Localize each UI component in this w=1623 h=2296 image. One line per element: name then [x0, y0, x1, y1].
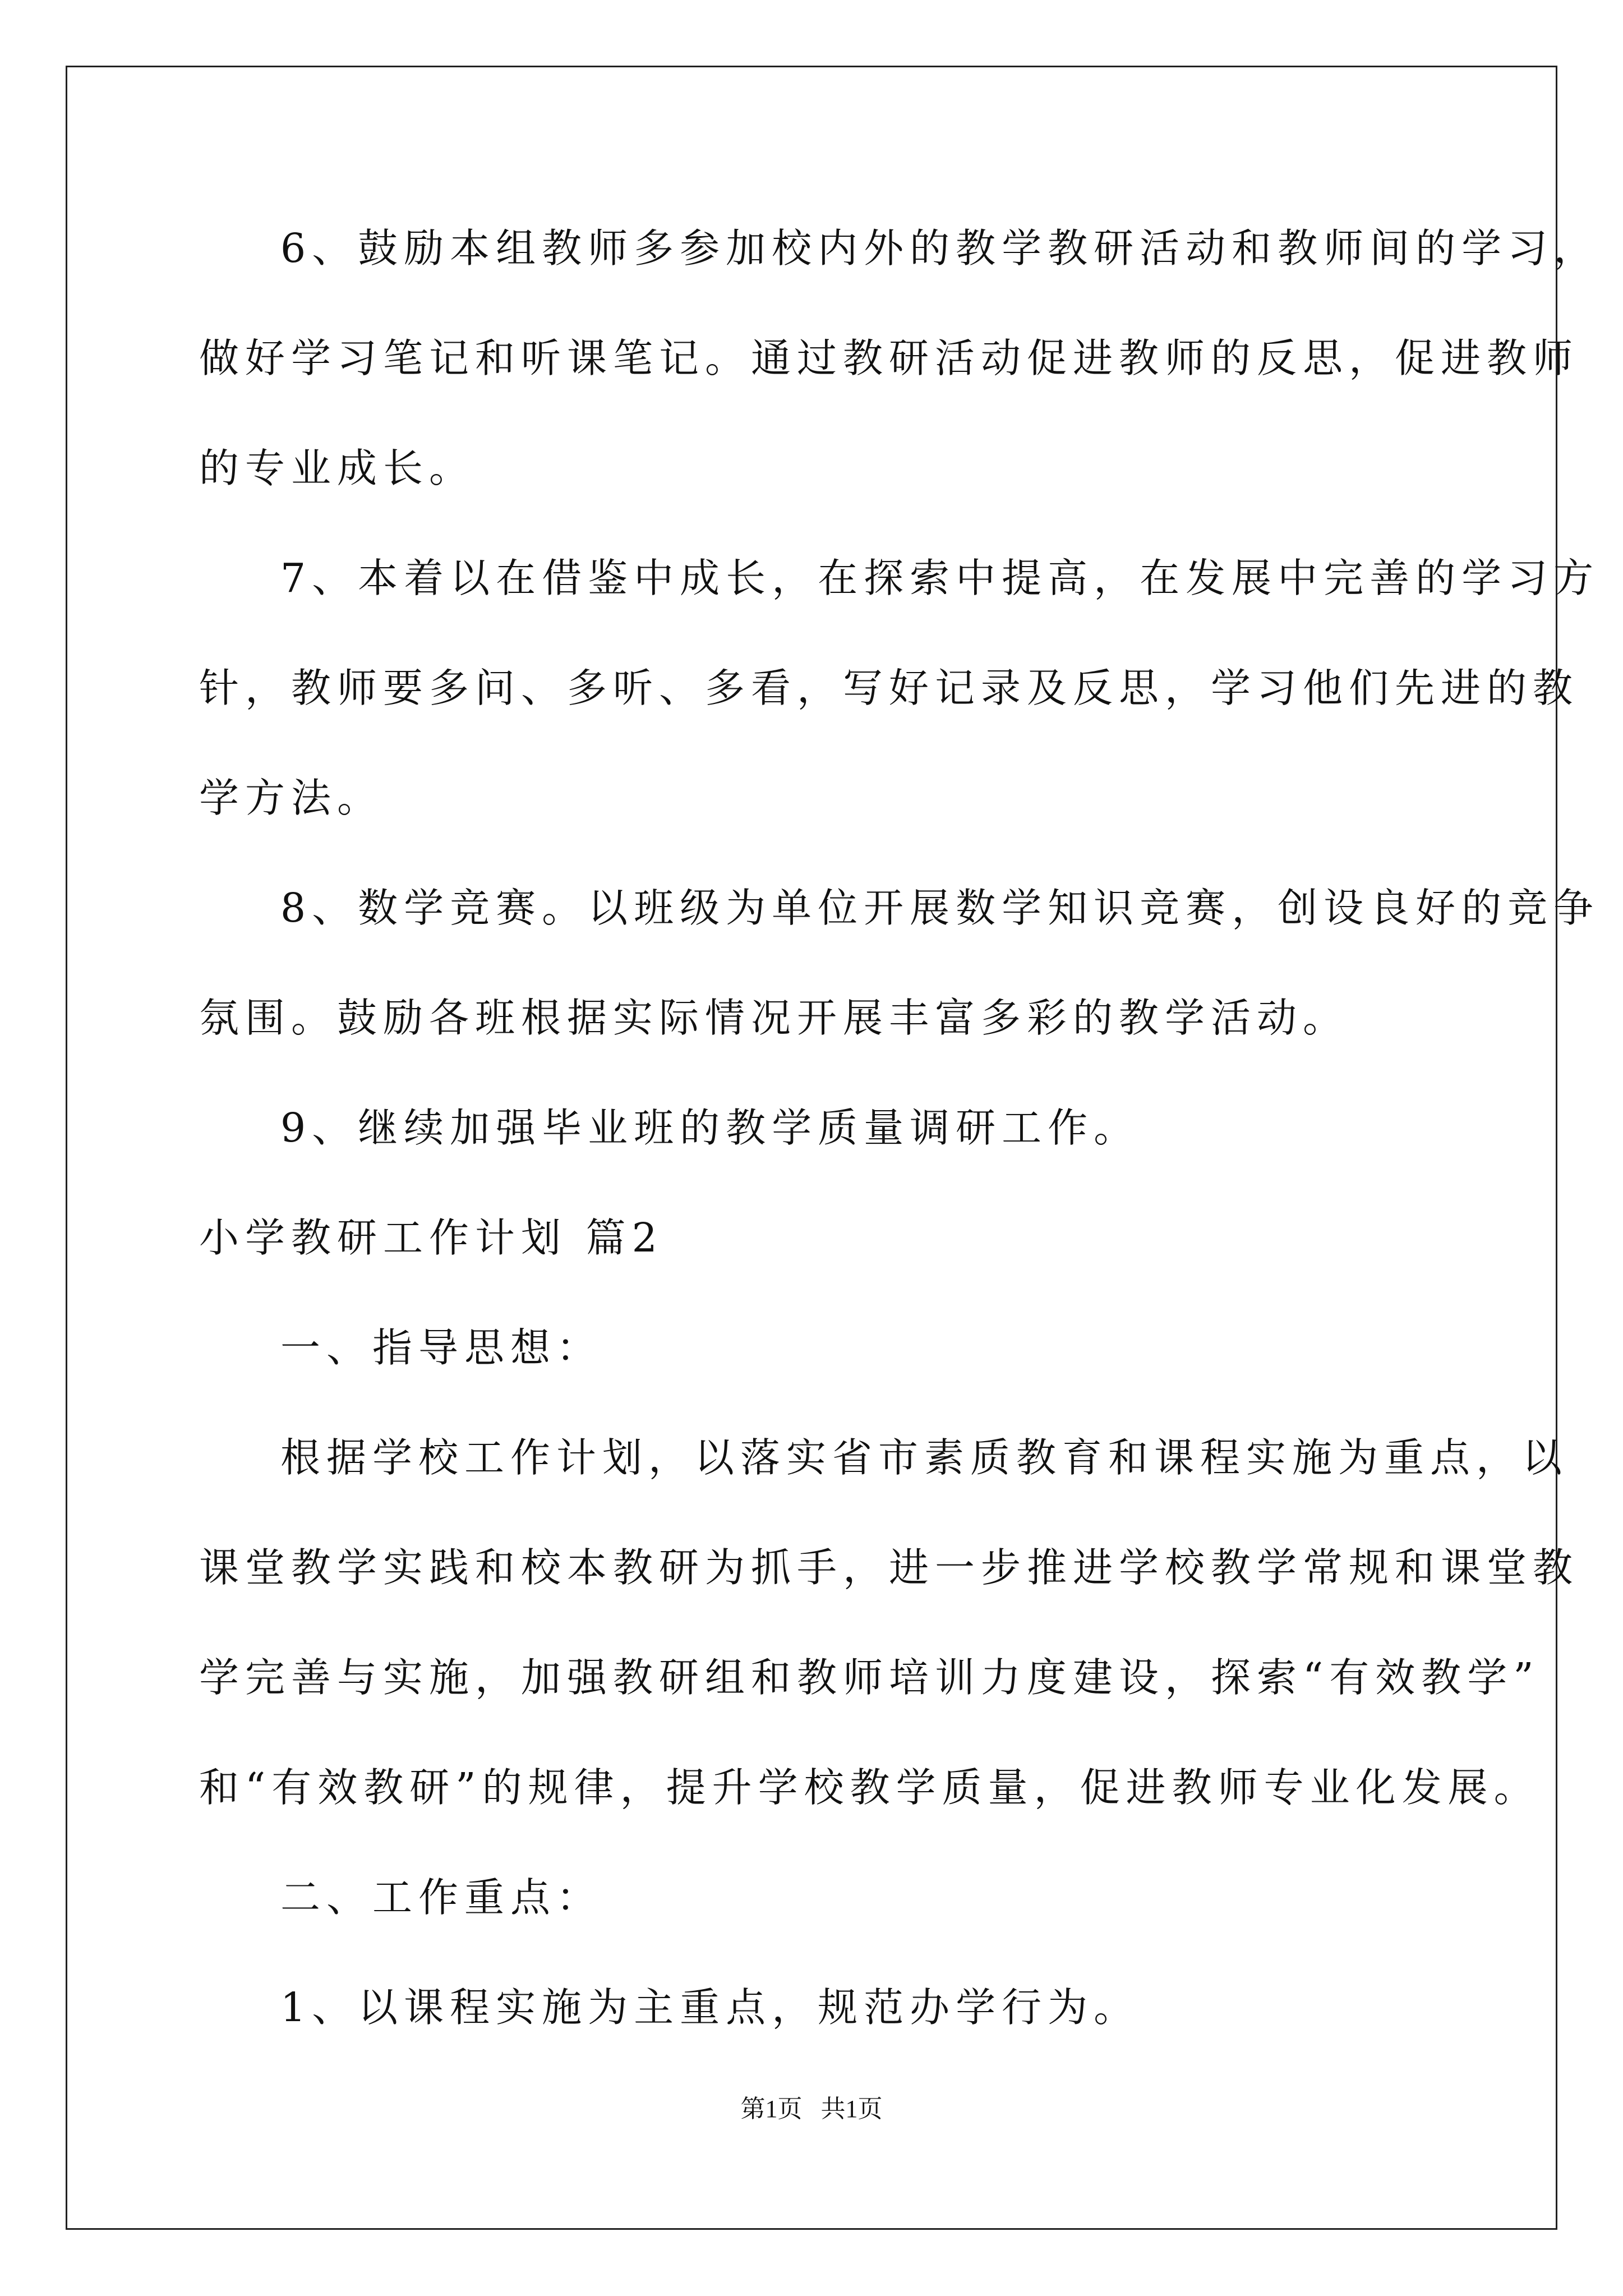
- paragraph-7-line-1: 7、本着以在借鉴中成长，在探索中提高，在发展中完善的学习方: [280, 555, 1600, 601]
- guiding-paragraph-line-4: 和“有效教研”的规律，提升学校教学质量，促进教师专业化发展。: [199, 1764, 1540, 1811]
- paragraph-7-line-3: 学方法。: [199, 775, 384, 821]
- paragraph-7-line-2: 针，教师要多问、多听、多看，写好记录及反思，学习他们先进的教: [199, 665, 1579, 711]
- heading-guiding-ideology: 一、指导思想：: [280, 1324, 603, 1371]
- paragraph-6-line-3: 的专业成长。: [199, 445, 476, 491]
- work-focus-item-1: 1、以课程实施为主重点，规范办学行为。: [280, 1984, 1140, 2031]
- guiding-paragraph-line-3: 学完善与实施，加强教研组和教师培训力度建设，探索“有效教学”: [199, 1654, 1540, 1701]
- heading-work-focus: 二、工作重点：: [280, 1874, 603, 1921]
- section-title: 小学教研工作计划 篇2: [199, 1214, 663, 1261]
- guiding-paragraph-line-1: 根据学校工作计划，以落实省市素质教育和课程实施为重点，以: [280, 1434, 1569, 1481]
- page-footer: 第1页 共1页: [740, 2095, 883, 2123]
- paragraph-8-line-2: 氛围。鼓励各班根据实际情况开展丰富多彩的教学活动。: [199, 995, 1349, 1041]
- paragraph-6-line-2: 做好学习笔记和听课笔记。通过教研活动促进教师的反思，促进教师: [199, 335, 1579, 381]
- paragraph-8-line-1: 8、数学竞赛。以班级为单位开展数学知识竞赛，创设良好的竞争: [280, 885, 1600, 931]
- paragraph-6-line-1: 6、鼓励本组教师多参加校内外的教学教研活动和教师间的学习，: [280, 225, 1600, 272]
- paragraph-9-line-1: 9、继续加强毕业班的教学质量调研工作。: [280, 1105, 1140, 1151]
- guiding-paragraph-line-2: 课堂教学实践和校本教研为抓手，进一步推进学校教学常规和课堂教: [199, 1544, 1579, 1591]
